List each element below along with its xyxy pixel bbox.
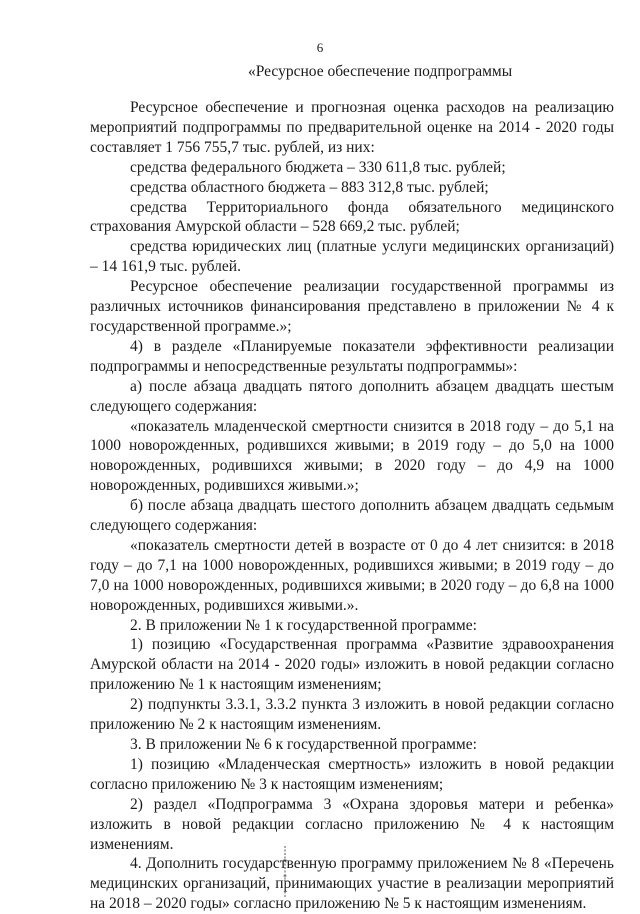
page-number: 6	[316, 40, 324, 55]
paragraph-item-2: 2. В приложении № 1 к государственной программе:	[130, 616, 477, 634]
document-body	[90, 98, 614, 914]
paragraph-item-3-2: 2) раздел «Подпрограмма 3 «Охрана здоровья матери и ребенка» изложить в новой редакции согласно приложению № 4 к настоящим изменениям.	[90, 795, 614, 853]
paragraph-item-4: 4) в разделе «Планируемые показатели эффективности реализации подпрограммы и непосредственные результаты подпрограммы»:	[90, 337, 614, 375]
paragraph-infant-mortality-quote: «показатель младенческой смертности снизится в 2018 году – до 5,1 на 1000 новорожденных, родившихся живыми; в 2019 году – до 5,0 на 1000 новорожденных, родившихся живыми; в 2020 году – до 4,9 на 1000 новорожденных, родившихся живыми.»;	[90, 417, 614, 495]
paragraph-resource-total: Ресурсное обеспечение и прогнозная оценка расходов на реализацию мероприятий подпрограммы по предварительной оценке на 2014 - 2020 годы составляет 1 756 755,7 тыс. рублей, из них:	[90, 99, 614, 156]
paragraph-item-4-appendix: 4. Дополнить государственную программу приложением № 8 «Перечень медицинских организаций, принимающих участие в реализации мероприятий на 2018 – 2020 годы» согласно приложению № 5 к настоящим изменениям.	[90, 855, 614, 913]
paragraph-legal-entities: средства юридических лиц (платные услуги медицинских организаций) – 14 161,9 тыс. рублей.	[90, 238, 614, 276]
paragraph-federal-budget: средства федерального бюджета – 330 611,8 тыс. рублей;	[130, 158, 506, 176]
paragraph-item-3: 3. В приложении № 6 к государственной программе:	[130, 736, 477, 753]
section-title: «Ресурсное обеспечение подпрограммы	[248, 63, 513, 80]
paragraph-item-2-2: 2) подпункты 3.3.1, 3.3.2 пункта 3 изложить в новой редакции согласно приложению № 2 к настоящим изменениям.	[90, 696, 614, 734]
paragraph-item-2-1: 1) позицию «Государственная программа «Развитие здравоохранения Амурской области на 2014 - 2020 годы» изложить в новой редакции согласно приложению № 1 к настоящим изменениям;	[90, 636, 614, 694]
paragraph-item-4b: б) после абзаца двадцать шестого дополнить абзацем двадцать седьмым следующего содержания:	[90, 497, 614, 535]
paragraph-item-4a: а) после абзаца двадцать пятого дополнить абзацем двадцать шестым следующего содержания:	[90, 377, 614, 415]
binding-stitch-mark	[282, 846, 288, 898]
paragraph-regional-budget: средства областного бюджета – 883 312,8 тыс. рублей;	[130, 178, 489, 196]
paragraph-oms-fund: средства Территориального фонда обязательного медицинского страхования Амурской области – 528 669,2 тыс. рублей;	[90, 198, 614, 236]
paragraph-item-3-1: 1) позицию «Младенческая смертность» изложить в новой редакции согласно приложению № 3 к настоящим изменениям;	[90, 755, 614, 793]
paragraph-resource-sources: Ресурсное обеспечение реализации государственной программы из различных источников финансирования представлено в приложении № 4 к государственной программе.»;	[90, 278, 614, 335]
paragraph-child-mortality-quote: «показатель смертности детей в возрасте от 0 до 4 лет снизится: в 2018 году – до 7,1 на 1000 новорожденных, родившихся живыми; в 2019 году – до 7,0 на 1000 новорожденных, родившихся живыми; в 2020 году – до 6,8 на 1000 новорожденных, родившихся живыми.».	[90, 536, 614, 614]
